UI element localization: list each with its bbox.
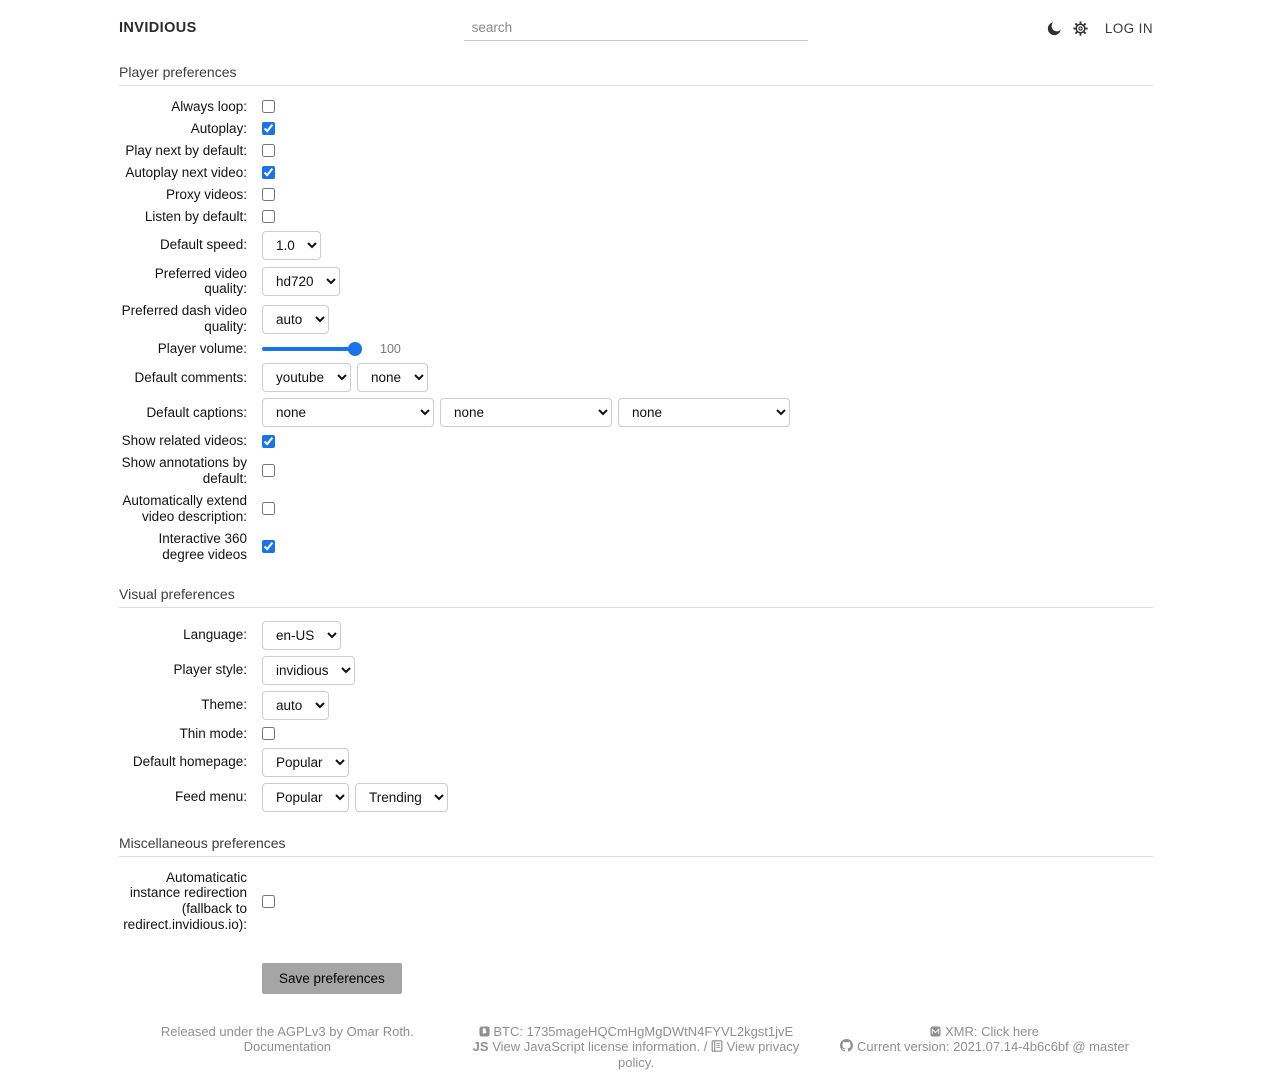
default-homepage-select[interactable]	[262, 748, 349, 777]
documentation-link[interactable]: Documentation	[243, 1039, 332, 1055]
language-select[interactable]	[262, 621, 341, 650]
footer	[119, 1024, 1153, 1088]
footer-right	[816, 1024, 1153, 1070]
preferred-video-quality-select[interactable]	[262, 267, 340, 296]
login-link[interactable]: LOG IN	[1104, 20, 1153, 36]
interactive-360-checkbox[interactable]	[262, 540, 275, 553]
thin-mode-checkbox[interactable]	[262, 727, 275, 740]
pref-label: Autoplay:	[190, 120, 247, 136]
pref-row-listen-by-default	[119, 209, 1153, 225]
xmr-icon	[930, 1026, 941, 1037]
pref-row-autoplay	[119, 121, 1153, 137]
preferences-link[interactable]	[1073, 21, 1088, 36]
pref-label: Always loop:	[171, 99, 247, 114]
pref-label: Default captions:	[146, 404, 247, 420]
search-input[interactable]	[464, 15, 809, 41]
pref-label: Player style:	[173, 662, 247, 678]
theme-select[interactable]	[262, 691, 329, 720]
pref-row-player-style	[119, 656, 1153, 685]
pref-label: Play next by default:	[125, 142, 247, 158]
pref-label: Theme:	[201, 697, 247, 713]
section-title: Miscellaneous preferences	[119, 834, 286, 851]
show-related-videos-checkbox[interactable]	[262, 435, 275, 448]
pref-label: Thin mode:	[179, 725, 247, 741]
topbar	[119, 0, 1153, 41]
pref-label: Listen by default:	[144, 208, 247, 224]
default-captions-select-3[interactable]	[618, 398, 790, 427]
pref-row-show-annotations	[119, 455, 1153, 487]
pref-label: Default comments:	[134, 369, 247, 385]
show-annotations-checkbox[interactable]	[262, 464, 275, 477]
section-player-preferences	[119, 64, 1153, 563]
privacy-policy-link[interactable]: View privacy policy.	[618, 1039, 800, 1070]
pref-row-thin-mode	[119, 726, 1153, 742]
default-comments-select-1[interactable]	[262, 363, 351, 392]
save-preferences-button[interactable]: Save preferences	[262, 963, 402, 994]
pref-label: Feed menu:	[174, 789, 247, 805]
autoplay-next-video-checkbox[interactable]	[262, 166, 275, 179]
always-loop-checkbox[interactable]	[262, 100, 275, 113]
pref-row-player-volume	[119, 341, 1153, 357]
section-title: Player preferences	[119, 64, 237, 80]
pref-row-default-speed	[119, 231, 1153, 260]
default-captions-select-2[interactable]	[440, 398, 612, 427]
brand-link[interactable]: INVIDIOUS	[119, 20, 197, 36]
pref-row-default-homepage	[119, 748, 1153, 777]
github-icon	[840, 1039, 853, 1052]
xmr-label: XMR:	[945, 1024, 978, 1040]
preferences-page	[119, 64, 1153, 994]
pref-row-instance-redirection	[119, 870, 1153, 934]
preferred-dash-video-quality-select[interactable]	[262, 305, 329, 334]
section-title: Visual preferences	[119, 585, 235, 602]
pref-row-proxy-videos	[119, 187, 1153, 203]
pref-label: Default speed:	[159, 237, 247, 253]
pref-row-play-next-by-default	[119, 143, 1153, 159]
default-captions-select-1[interactable]	[262, 398, 434, 427]
pref-row-default-captions	[119, 398, 1153, 427]
section-divider	[119, 607, 1153, 608]
pref-label: Preferred video quality:	[154, 265, 247, 297]
section-divider	[119, 856, 1153, 857]
version-label: Current version:	[857, 1039, 950, 1055]
pref-row-always-loop	[119, 99, 1153, 115]
pref-label: Interactive 360 degree videos	[158, 530, 247, 562]
moon-icon	[1047, 21, 1062, 36]
pref-row-autoplay-next-video	[119, 165, 1153, 181]
license-text: Released under the AGPLv3 by Omar Roth.	[160, 1024, 414, 1040]
js-badge: JS	[472, 1039, 489, 1055]
pref-row-extend-description	[119, 493, 1153, 525]
autoplay-checkbox[interactable]	[262, 122, 275, 135]
version-value: 2021.07.14-4b6c6bf @ master	[953, 1039, 1129, 1055]
default-comments-select-2[interactable]	[357, 363, 428, 392]
pref-row-theme	[119, 691, 1153, 720]
book-icon	[711, 1040, 723, 1052]
extend-description-checkbox[interactable]	[262, 502, 275, 515]
pref-row-preferred-dash-video-quality	[119, 303, 1153, 335]
search-form	[464, 15, 809, 41]
pref-label: Automatically extend video description:	[122, 492, 247, 524]
pref-label: Autoplay next video:	[125, 164, 247, 180]
player-volume-slider[interactable]	[262, 342, 362, 356]
default-speed-select[interactable]	[262, 231, 321, 260]
topbar-right	[808, 21, 1153, 36]
pref-row-preferred-video-quality	[119, 266, 1153, 298]
js-license-link[interactable]: View JavaScript license information.	[492, 1039, 701, 1055]
player-style-select[interactable]	[262, 656, 355, 685]
play-next-by-default-checkbox[interactable]	[262, 144, 275, 157]
feed-menu-select-1[interactable]	[262, 783, 349, 812]
instance-redirection-checkbox[interactable]	[262, 895, 275, 908]
pref-label: Preferred dash video quality:	[121, 303, 247, 335]
section-visual-preferences	[119, 586, 1153, 812]
xmr-link[interactable]: Click here	[981, 1024, 1039, 1040]
footer-separator: /	[703, 1039, 708, 1055]
pref-row-language	[119, 621, 1153, 650]
dark-mode-toggle[interactable]	[1047, 21, 1062, 36]
pref-row-show-related-videos	[119, 433, 1153, 449]
bitcoin-icon	[479, 1026, 490, 1037]
pref-row-interactive-360	[119, 531, 1153, 563]
footer-left	[119, 1024, 456, 1070]
footer-center	[468, 1024, 805, 1070]
pref-label: Automaticatic instance redirection (fallback to redirect.invidious.io):	[123, 869, 247, 933]
pref-label: Language:	[183, 627, 247, 643]
listen-by-default-checkbox[interactable]	[262, 210, 275, 223]
pref-label: Show related videos:	[121, 433, 247, 449]
pref-label: Proxy videos:	[165, 186, 247, 202]
pref-label: Default homepage:	[132, 754, 247, 770]
section-divider	[119, 85, 1153, 86]
pref-label: Player volume:	[157, 341, 247, 357]
btc-address: BTC: 1735mageHQCmHgMgDWtN4FYVL2kgst1jvE	[493, 1024, 794, 1040]
section-miscellaneous-preferences	[119, 835, 1153, 934]
pref-label: Show annotations by default:	[121, 455, 247, 486]
player-volume-value: 100	[380, 342, 401, 357]
topbar-left	[119, 20, 464, 36]
pref-row-default-comments	[119, 363, 1153, 392]
gear-icon	[1073, 21, 1088, 36]
proxy-videos-checkbox[interactable]	[262, 188, 275, 201]
feed-menu-select-2[interactable]	[355, 783, 448, 812]
pref-row-feed-menu	[119, 783, 1153, 812]
